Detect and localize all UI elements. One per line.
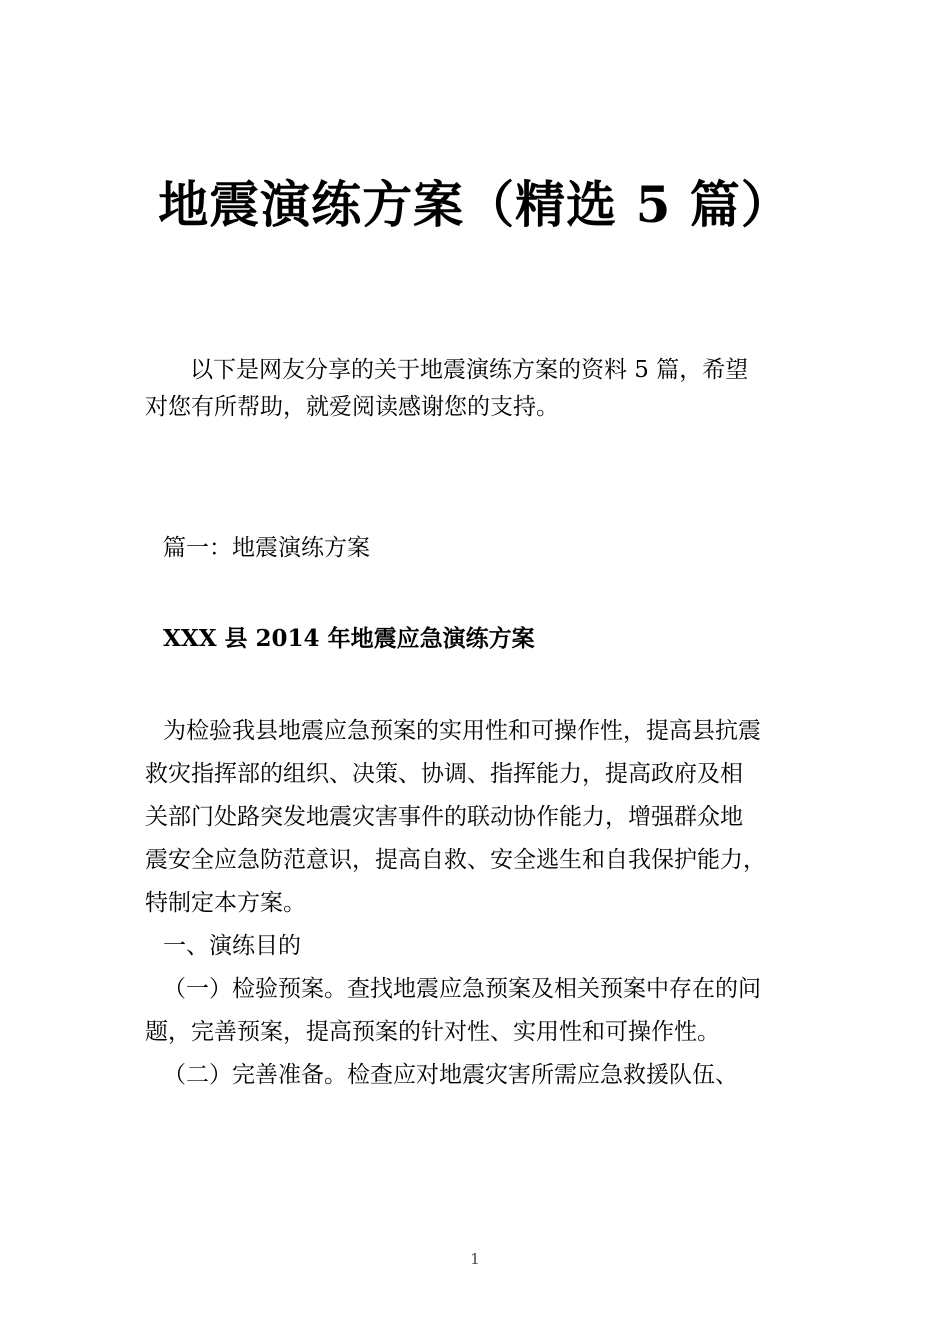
document-title: 地震演练方案（精选 5 篇） — [158, 175, 792, 234]
intro-line: 以下是网友分享的关于地震演练方案的资料 5 篇，希望 — [190, 357, 749, 383]
body-line: 震安全应急防范意识，提高自救、安全逃生和自我保护能力， — [145, 847, 766, 873]
body-text — [145, 710, 825, 1097]
body-line: （一）检验预案。查找地震应急预案及相关预案中存在的问 — [163, 976, 761, 1002]
intro-line: 对您有所帮助，就爱阅读感谢您的支持。 — [145, 394, 559, 420]
body-line: （二）完善准备。检查应对地震灾害所需应急救援队伍、 — [163, 1062, 738, 1088]
plan-title: XXX 县 2014 年地震应急演练方案 — [163, 625, 535, 652]
body-line: 救灾指挥部的组织、决策、协调、指挥能力，提高政府及相 — [145, 761, 743, 787]
intro-paragraph — [145, 352, 825, 426]
body-line: 特制定本方案。 — [145, 890, 306, 916]
chapter-heading: 篇一：地震演练方案 — [163, 535, 370, 561]
body-line: 题，完善预案，提高预案的针对性、实用性和可操作性。 — [145, 1019, 720, 1045]
body-line: 为检验我县地震应急预案的实用性和可操作性，提高县抗震 — [163, 718, 761, 744]
page-number: 1 — [470, 1250, 480, 1268]
body-line: 关部门处路突发地震灾害事件的联动协作能力，增强群众地 — [145, 804, 743, 830]
section-heading: 一、演练目的 — [163, 933, 301, 959]
